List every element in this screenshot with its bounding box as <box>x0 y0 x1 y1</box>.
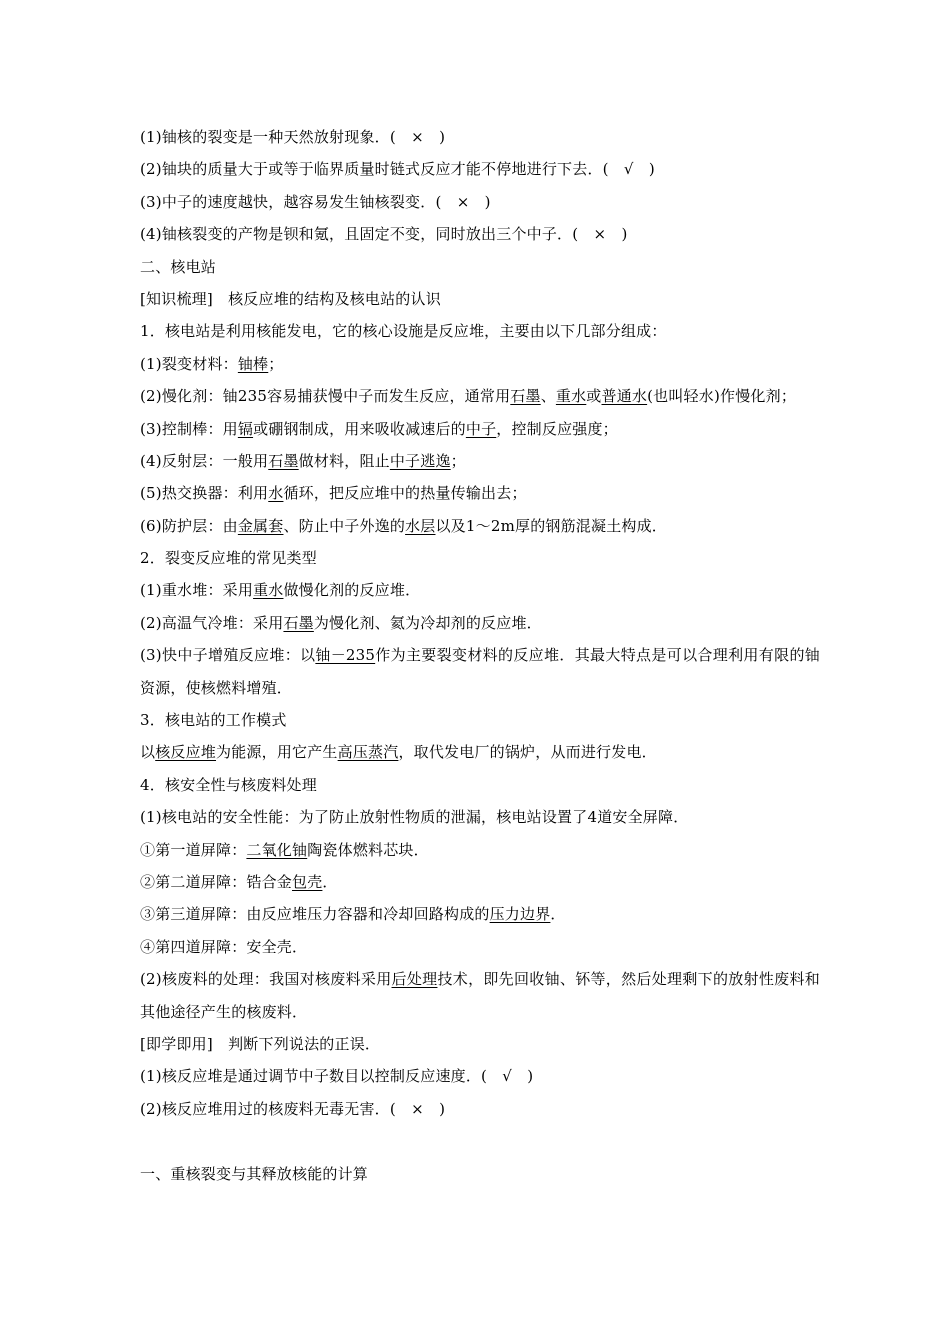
text-line-p1e <box>140 477 820 509</box>
text-segment: ，控制反应强度； <box>496 419 618 438</box>
section-heading: 一、重核裂变与其释放核能的计算 <box>140 1165 369 1184</box>
underlined-answer: 包壳 <box>292 873 323 892</box>
text-segment: 以 <box>140 743 156 762</box>
text-line-p2 <box>140 542 820 574</box>
underlined-answer: 重水 <box>253 581 284 600</box>
text-line-p2c <box>140 639 820 704</box>
text-segment: (1)铀核的裂变是一种天然放射现象．( × ) <box>140 128 446 146</box>
text-line-p1c <box>140 413 820 445</box>
underlined-answer: 镉 <box>237 419 254 438</box>
text-segment: 为慢化剂、氦为冷却剂的反应堆． <box>313 613 542 632</box>
text-segment: ④第四道屏障：安全壳． <box>140 937 308 956</box>
text-segment: 二、核电站 <box>140 257 217 276</box>
text-line-q3 <box>140 186 820 218</box>
underlined-answer: 水层 <box>405 516 436 535</box>
text-line-p4a <box>140 801 820 833</box>
text-line-p4f <box>140 963 820 1028</box>
text-segment: (1)裂变材料： <box>140 354 238 373</box>
text-line-p1f <box>140 510 820 542</box>
text-segment: [知识梳理] 核反应堆的结构及核电站的认识 <box>140 289 441 308</box>
text-segment: 或硼钢制成，用来吸收减速后的 <box>253 419 466 438</box>
text-line-p3a <box>140 736 820 768</box>
section-gap <box>140 1125 820 1158</box>
text-segment: 做慢化剂的反应堆． <box>283 581 421 600</box>
text-line-p3 <box>140 704 820 736</box>
text-segment: (1)核反应堆是通过调节中子数目以控制反应速度．( √ ) <box>140 1067 534 1086</box>
underlined-answer: 高压蒸汽 <box>337 743 399 762</box>
text-segment: 、 <box>540 387 556 406</box>
text-segment: 或 <box>586 387 602 406</box>
text-line-p4d <box>140 898 820 930</box>
document-body <box>140 121 820 1191</box>
text-segment: ； <box>268 354 284 373</box>
text-segment: (2)慢化剂：铀235容易捕获慢中子而发生反应，通常用 <box>140 387 511 406</box>
text-segment: (6)防护层：由 <box>140 516 238 535</box>
underlined-answer: 水 <box>268 484 284 503</box>
text-segment: (5)热交换器：利用 <box>140 484 269 503</box>
text-segment: (3)中子的速度越快，越容易发生铀核裂变．( × ) <box>140 192 491 211</box>
text-segment: [即学即用] 判断下列说法的正误． <box>140 1035 381 1054</box>
text-line-p1 <box>140 315 820 347</box>
text-line-q1 <box>140 121 820 153</box>
text-line-p1d <box>140 445 820 477</box>
text-line-kp <box>140 283 820 315</box>
text-segment: 以及1～2m厚的钢筋混凝土构成． <box>435 516 667 535</box>
underlined-answer: 石墨 <box>510 387 541 406</box>
underlined-answer: 中子逃逸 <box>389 451 451 470</box>
text-segment: (2)铀块的质量大于或等于临界质量时链式反应才能不停地进行下去．( √ ) <box>140 160 655 179</box>
text-line-jx <box>140 1028 820 1060</box>
text-line-p4e <box>140 931 820 963</box>
text-segment: ②第二道屏障：锆合金 <box>140 873 293 892</box>
underlined-answer: 压力边界 <box>489 905 551 924</box>
text-segment: (2)核废料的处理：我国对核废料采用 <box>140 970 392 989</box>
underlined-answer: 后处理 <box>391 970 438 989</box>
text-line-j1 <box>140 1060 820 1092</box>
text-segment: (1)重水堆：采用 <box>140 581 254 600</box>
underlined-answer: 铀棒 <box>237 354 269 373</box>
text-line-j2 <box>140 1093 820 1125</box>
text-segment: 1．核电站是利用核能发电，它的核心设施是反应堆，主要由以下几部分组成： <box>140 322 667 341</box>
text-segment: 4．核安全性与核废料处理 <box>140 775 317 794</box>
text-line-q4 <box>140 218 820 250</box>
underlined-answer: 核反应堆 <box>155 743 217 762</box>
text-segment: 陶瓷体燃料芯块． <box>307 840 429 859</box>
underlined-answer: 普通水 <box>601 387 648 406</box>
text-segment: (4)铀核裂变的产物是钡和氪，且固定不变，同时放出三个中子．( × ) <box>140 225 628 244</box>
text-segment: 技术，即先回收铀、钚等，然后处理剩下的放射性废料和其他途径产生的核废料． <box>140 970 820 1021</box>
text-line-p1a <box>140 348 820 380</box>
text-segment: 2．裂变反应堆的常见类型 <box>140 549 317 568</box>
underlined-answer: 金属套 <box>237 516 284 535</box>
text-line-p2b <box>140 607 820 639</box>
text-segment: (也叫轻水)作慢化剂； <box>647 387 797 406</box>
text-segment: ； <box>450 451 466 470</box>
text-line-p4b <box>140 834 820 866</box>
text-segment: 做材料，阻止 <box>298 451 390 470</box>
text-segment: ． <box>322 873 338 892</box>
text-segment: 、防止中子外逸的 <box>283 516 406 535</box>
text-line-p4c <box>140 866 820 898</box>
underlined-answer: 重水 <box>555 387 587 406</box>
text-segment: ． <box>550 905 566 924</box>
text-segment: 3．核电站的工作模式 <box>140 711 287 730</box>
text-line-p2a <box>140 574 820 606</box>
text-segment: ，取代发电厂的锅炉，从而进行发电． <box>398 743 657 762</box>
text-segment: (2)高温气冷堆：采用 <box>140 613 284 632</box>
text-line-q2 <box>140 153 820 185</box>
text-segment: ③第三道屏障：由反应堆压力容器和冷却回路构成的 <box>140 905 490 924</box>
underlined-answer: 石墨 <box>268 451 299 470</box>
underlined-answer: 中子 <box>465 419 497 438</box>
text-line-p1b <box>140 380 820 412</box>
underlined-answer: 二氧化铀 <box>246 840 308 859</box>
underlined-answer: 石墨 <box>283 613 314 632</box>
text-segment: (2)核反应堆用过的核废料无毒无害．( × ) <box>140 1099 446 1118</box>
underlined-answer: 铀－235 <box>315 646 376 665</box>
text-segment: (3)快中子增殖反应堆：以 <box>140 646 316 665</box>
text-segment: ①第一道屏障： <box>140 840 247 859</box>
text-segment: 作为主要裂变材料的反应堆．其最大特点是可以合理利用有限的铀资源，使核燃料增殖． <box>140 646 820 697</box>
text-segment: (3)控制棒：用 <box>140 419 238 438</box>
text-line-sec2 <box>140 251 820 283</box>
text-segment: 为能源，用它产生 <box>216 743 338 762</box>
text-segment: (4)反射层：一般用 <box>140 451 269 470</box>
text-segment: 循环，把反应堆中的热量传输出去； <box>283 484 527 503</box>
text-segment: (1)核电站的安全性能：为了防止放射性物质的泄漏，核电站设置了4道安全屏障． <box>140 808 689 827</box>
text-line-p4 <box>140 769 820 801</box>
